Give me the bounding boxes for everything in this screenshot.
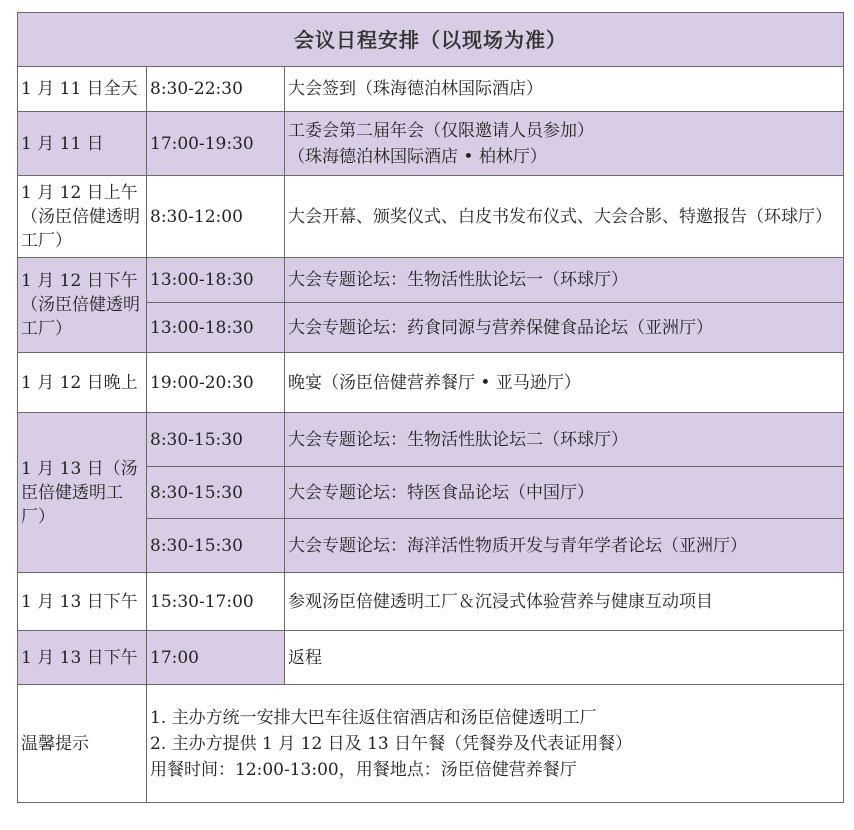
time-cell: 17:00 [147, 631, 285, 685]
time-cell: 17:00-19:30 [147, 112, 285, 176]
table-row [18, 413, 844, 467]
time-cell: 13:00-18:30 [147, 258, 285, 303]
date-cell: 1 月 11 日全天 [18, 67, 147, 112]
event-cell [285, 112, 844, 176]
event-cell: 参观汤臣倍健透明工厂＆沉浸式体验营养与健康互动项目 [285, 573, 844, 631]
table-row [18, 353, 844, 413]
schedule-table [17, 12, 844, 803]
table-row [18, 67, 844, 112]
date-cell: 1 月 12 日下午（汤臣倍健透明工厂） [18, 258, 147, 353]
table-row [18, 573, 844, 631]
time-cell: 8:30-15:30 [147, 467, 285, 519]
time-cell: 8:30-15:30 [147, 413, 285, 467]
table-row [18, 258, 844, 303]
date-cell: 1 月 13 日下午 [18, 631, 147, 685]
tip-line: 1. 主办方统一安排大巴车往返住宿酒店和汤臣倍健透明工厂 [150, 707, 597, 728]
date-cell: 1 月 13 日下午 [18, 573, 147, 631]
time-cell: 15:30-17:00 [147, 573, 285, 631]
time-cell: 13:00-18:30 [147, 303, 285, 353]
event-cell: 晚宴（汤臣倍健营养餐厅 • 亚马逊厅） [285, 353, 844, 413]
table-row [18, 112, 844, 176]
schedule-title: 会议日程安排（以现场为准） [18, 13, 844, 67]
tip-line: 2. 主办方提供 1 月 12 日及 13 日午餐（凭餐券及代表证用餐） [150, 733, 633, 754]
date-cell: 1 月 13 日（汤臣倍健透明工厂） [18, 413, 147, 573]
date-cell: 1 月 12 日晚上 [18, 353, 147, 413]
tips-label: 温馨提示 [18, 685, 147, 803]
tip-line: 用餐时间：12:00-13:00，用餐地点：汤臣倍健营养餐厅 [150, 759, 577, 780]
tips-row [18, 685, 844, 803]
event-cell: 大会开幕、颁奖仪式、白皮书发布仪式、大会合影、特邀报告（环球厅） [285, 176, 844, 258]
time-cell: 8:30-15:30 [147, 519, 285, 573]
time-cell: 8:30-12:00 [147, 176, 285, 258]
time-cell: 8:30-22:30 [147, 67, 285, 112]
table-row [18, 176, 844, 258]
event-line: （珠海德泊林国际酒店 • 柏林厅） [288, 146, 547, 167]
time-cell: 19:00-20:30 [147, 353, 285, 413]
event-cell: 大会专题论坛：海洋活性物质开发与青年学者论坛（亚洲厅） [285, 519, 844, 573]
event-cell: 返程 [285, 631, 844, 685]
event-line: 工委会第二届年会（仅限邀请人员参加） [288, 120, 594, 141]
event-cell: 大会专题论坛：生物活性肽论坛一（环球厅） [285, 258, 844, 303]
event-cell: 大会签到（珠海德泊林国际酒店） [285, 67, 844, 112]
date-cell: 1 月 11 日 [18, 112, 147, 176]
tips-content [147, 685, 844, 803]
event-cell: 大会专题论坛：生物活性肽论坛二（环球厅） [285, 413, 844, 467]
event-cell: 大会专题论坛：特医食品论坛（中国厅） [285, 467, 844, 519]
table-row [18, 631, 844, 685]
date-cell: 1 月 12 日上午（汤臣倍健透明工厂） [18, 176, 147, 258]
event-cell: 大会专题论坛：药食同源与营养保健食品论坛（亚洲厅） [285, 303, 844, 353]
